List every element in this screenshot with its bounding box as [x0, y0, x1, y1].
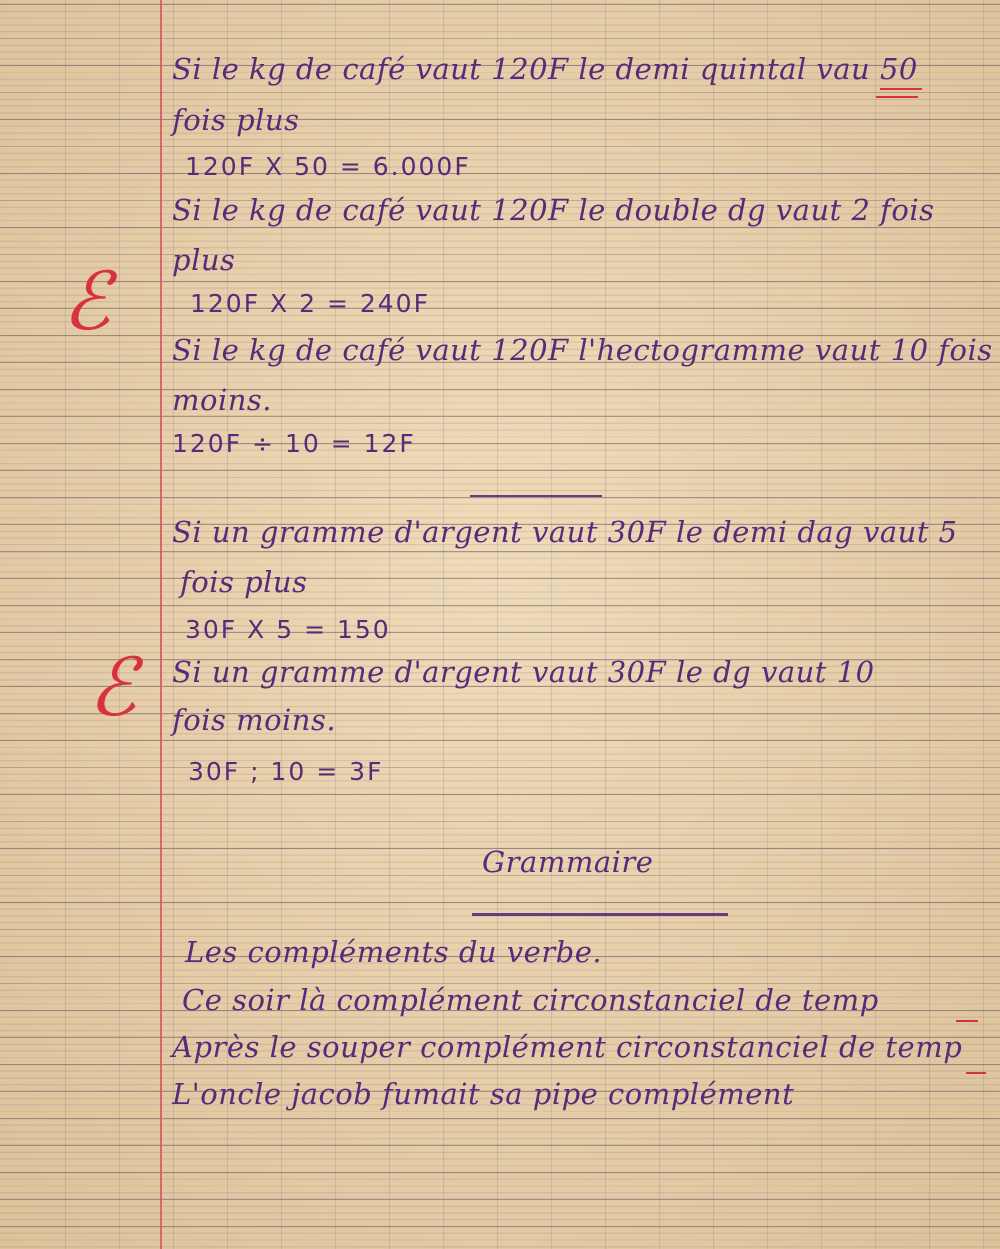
- grade-mark: ℰ: [88, 641, 137, 734]
- margin-line: [160, 0, 162, 1249]
- grade-mark: ℰ: [62, 255, 111, 348]
- text-line: Ce soir là complément circonstanciel de temp: [182, 983, 879, 1017]
- calculation-line: 120F X 50 = 6.000F: [185, 152, 471, 181]
- text-line: Si le kg de café vaut 120F le demi quintal vau 50: [172, 52, 918, 86]
- correction-mark: [966, 1072, 986, 1074]
- calculation-line: 30F X 5 = 150: [185, 615, 391, 644]
- text-line: fois plus: [180, 565, 308, 599]
- text-line: fois plus: [172, 103, 300, 137]
- text-line: fois moins.: [172, 703, 337, 737]
- text-line: Si un gramme d'argent vaut 30F le demi dag vaut 5: [172, 515, 958, 549]
- text-line: Si le kg de café vaut 120F l'hectogramme vaut 10 fois: [172, 333, 993, 367]
- text-line: Si le kg de café vaut 120F le double dg vaut 2 fois: [172, 193, 935, 227]
- calculation-line: 120F ÷ 10 = 12F: [172, 429, 416, 458]
- title-underline: [472, 913, 728, 916]
- section-divider: [470, 495, 602, 497]
- text-line: Après le souper complément circonstanciel de temp: [172, 1030, 963, 1064]
- text-line: moins.: [172, 383, 273, 417]
- text-line: L'oncle jacob fumait sa pipe complément: [172, 1077, 795, 1111]
- calculation-line: 30F ; 10 = 3F: [188, 757, 384, 786]
- correction-mark: [956, 1020, 978, 1022]
- text-line: Si un gramme d'argent vaut 30F le dg vaut 10: [172, 655, 875, 689]
- section-title: Grammaire: [482, 845, 654, 879]
- correction-mark: [880, 88, 922, 90]
- text-line: Les compléments du verbe.: [185, 935, 603, 969]
- text-line: plus: [172, 243, 236, 277]
- calculation-line: 120F X 2 = 240F: [190, 289, 430, 318]
- correction-mark: [876, 96, 918, 98]
